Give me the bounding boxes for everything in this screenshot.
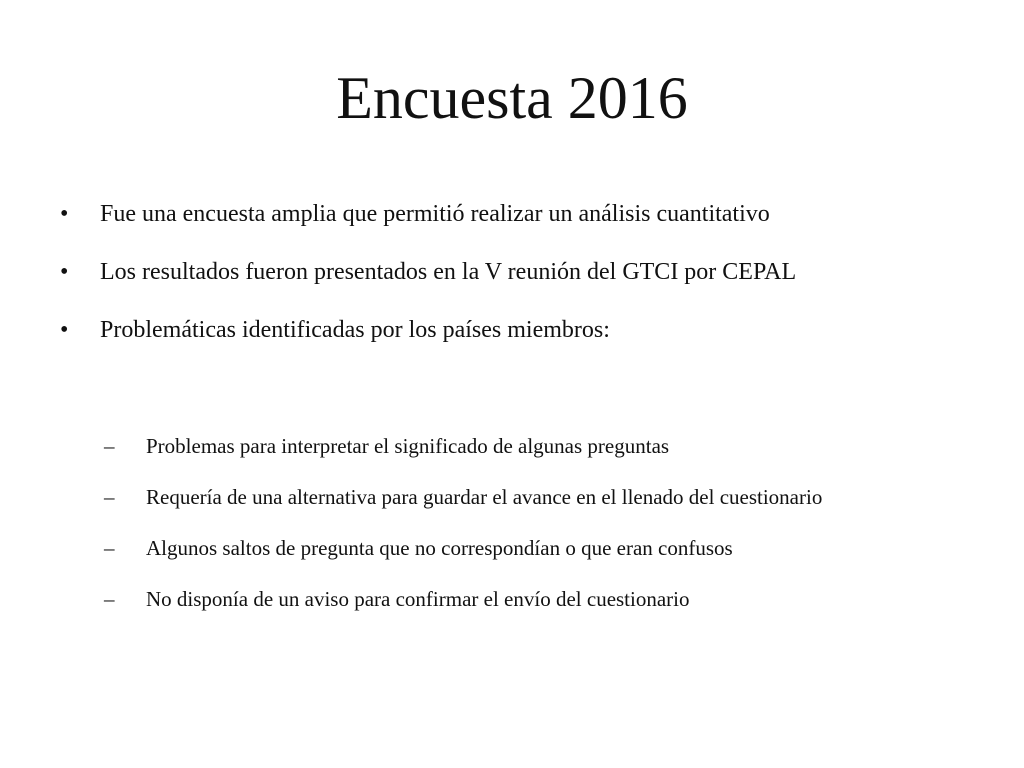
sub-bullet-list: [104, 424, 964, 628]
sub-bullet-text: Problemas para interpretar el significado de algunas preguntas: [146, 434, 670, 458]
sub-bullet-text: Algunos saltos de pregunta que no correspondían o que eran confusos: [146, 536, 733, 560]
sub-bullet-text: Requería de una alternativa para guardar el avance en el llenado del cuestionario: [146, 485, 823, 509]
sub-bullet-text: No disponía de un aviso para confirmar el envío del cuestionario: [146, 587, 690, 611]
sub-bullet-item: [104, 577, 964, 622]
slide-title: Encuesta 2016: [336, 65, 688, 131]
sub-bullet-item: [104, 424, 964, 469]
bullet-list: [60, 196, 980, 370]
dash-icon: –: [104, 587, 115, 611]
bullet-text: Fue una encuesta amplia que permitió realizar un análisis cuantitativo: [100, 201, 770, 227]
bullet-icon: •: [60, 201, 69, 227]
bullet-item: [60, 254, 980, 290]
dash-icon: –: [104, 434, 115, 458]
bullet-item: [60, 196, 980, 232]
bullet-icon: •: [60, 317, 69, 343]
dash-icon: –: [104, 485, 115, 509]
sub-bullet-item: [104, 526, 964, 571]
bullet-text: Problemáticas identificadas por los países miembros:: [100, 317, 610, 343]
sub-bullet-item: [104, 475, 964, 520]
dash-icon: –: [104, 536, 115, 560]
bullet-icon: •: [60, 259, 69, 285]
bullet-item: [60, 312, 980, 348]
bullet-text: Los resultados fueron presentados en la V reunión del GTCI por CEPAL: [100, 259, 797, 285]
